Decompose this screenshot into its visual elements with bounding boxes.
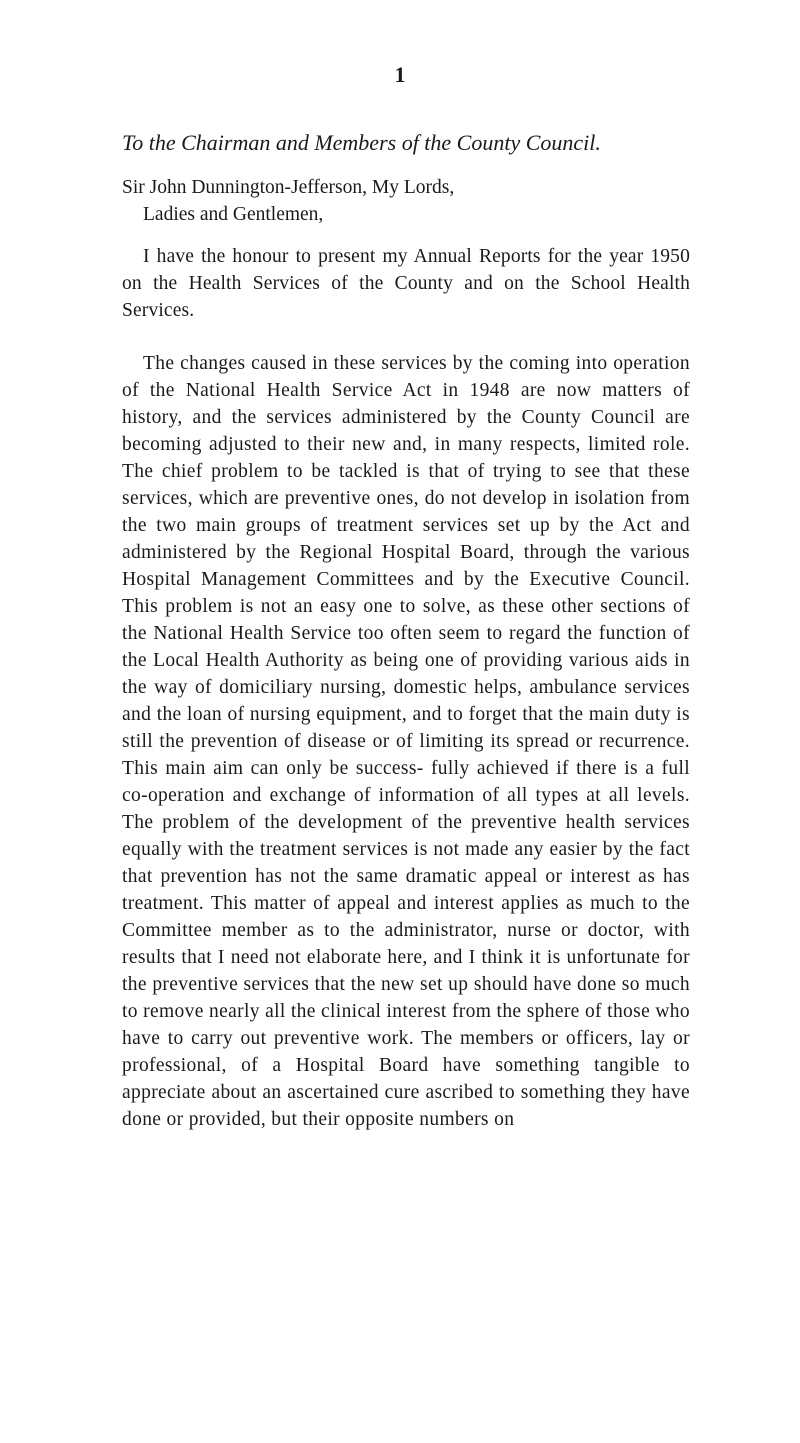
- paragraph-body: The changes caused in these services by the coming into operation of the National Health Service Act in 1948 are now matters of history, and the services administered by the County Council are becoming adjusted to their new and, in many respects, limited role. The chief problem to be tackled is that of trying to see that these services, which are preventive ones, do not develop in isolation from the two main groups of treatment services set up by the Act and administered by the Regional Hospital Board, through the various Hospital Management Committees and by the Executive Council. This problem is not an easy one to solve, as these other sections of the National Health Service too often seem to regard the function of the Local Health Authority as being one of providing various aids in the way of domiciliary nursing, domestic helps, ambulance services and the loan of nursing equipment, and to forget that the main duty is still the prevention of disease or of limiting its spread or recurrence. This main aim can only be success- fully achieved if there is a full co-operation and exchange of information of all types at all levels. The problem of the development of the preventive health services equally with the treatment services is not made any easier by the fact that prevention has not the same dramatic appeal or interest as has treatment. This matter of appeal and interest applies as much to the Committee member as to the administrator, nurse or doctor, with results that I need not elaborate here, and I think it is unfortunate for the preventive services that the new set up should have done so much to remove nearly all the clinical interest from the sphere of those who have to carry out preventive work. The members or officers, lay or professional, of a Hospital Board have something tangible to appreciate about an ascertained cure ascribed to something they have done or provided, but their opposite numbers on: [122, 353, 690, 1130]
- paragraph-intro: I have the honour to present my Annual Reports for the year 1950 on the Health Services of the County and on the School Health Services.: [122, 246, 690, 321]
- salutation-line-1: Sir John Dunnington-Jefferson, My Lords,: [122, 177, 455, 198]
- addressee-line: To the Chairman and Members of the County Council.: [122, 130, 601, 155]
- page-number: 1: [394, 62, 406, 87]
- salutation-line-2: Ladies and Gentlemen,: [143, 204, 324, 225]
- salutation: [122, 174, 687, 228]
